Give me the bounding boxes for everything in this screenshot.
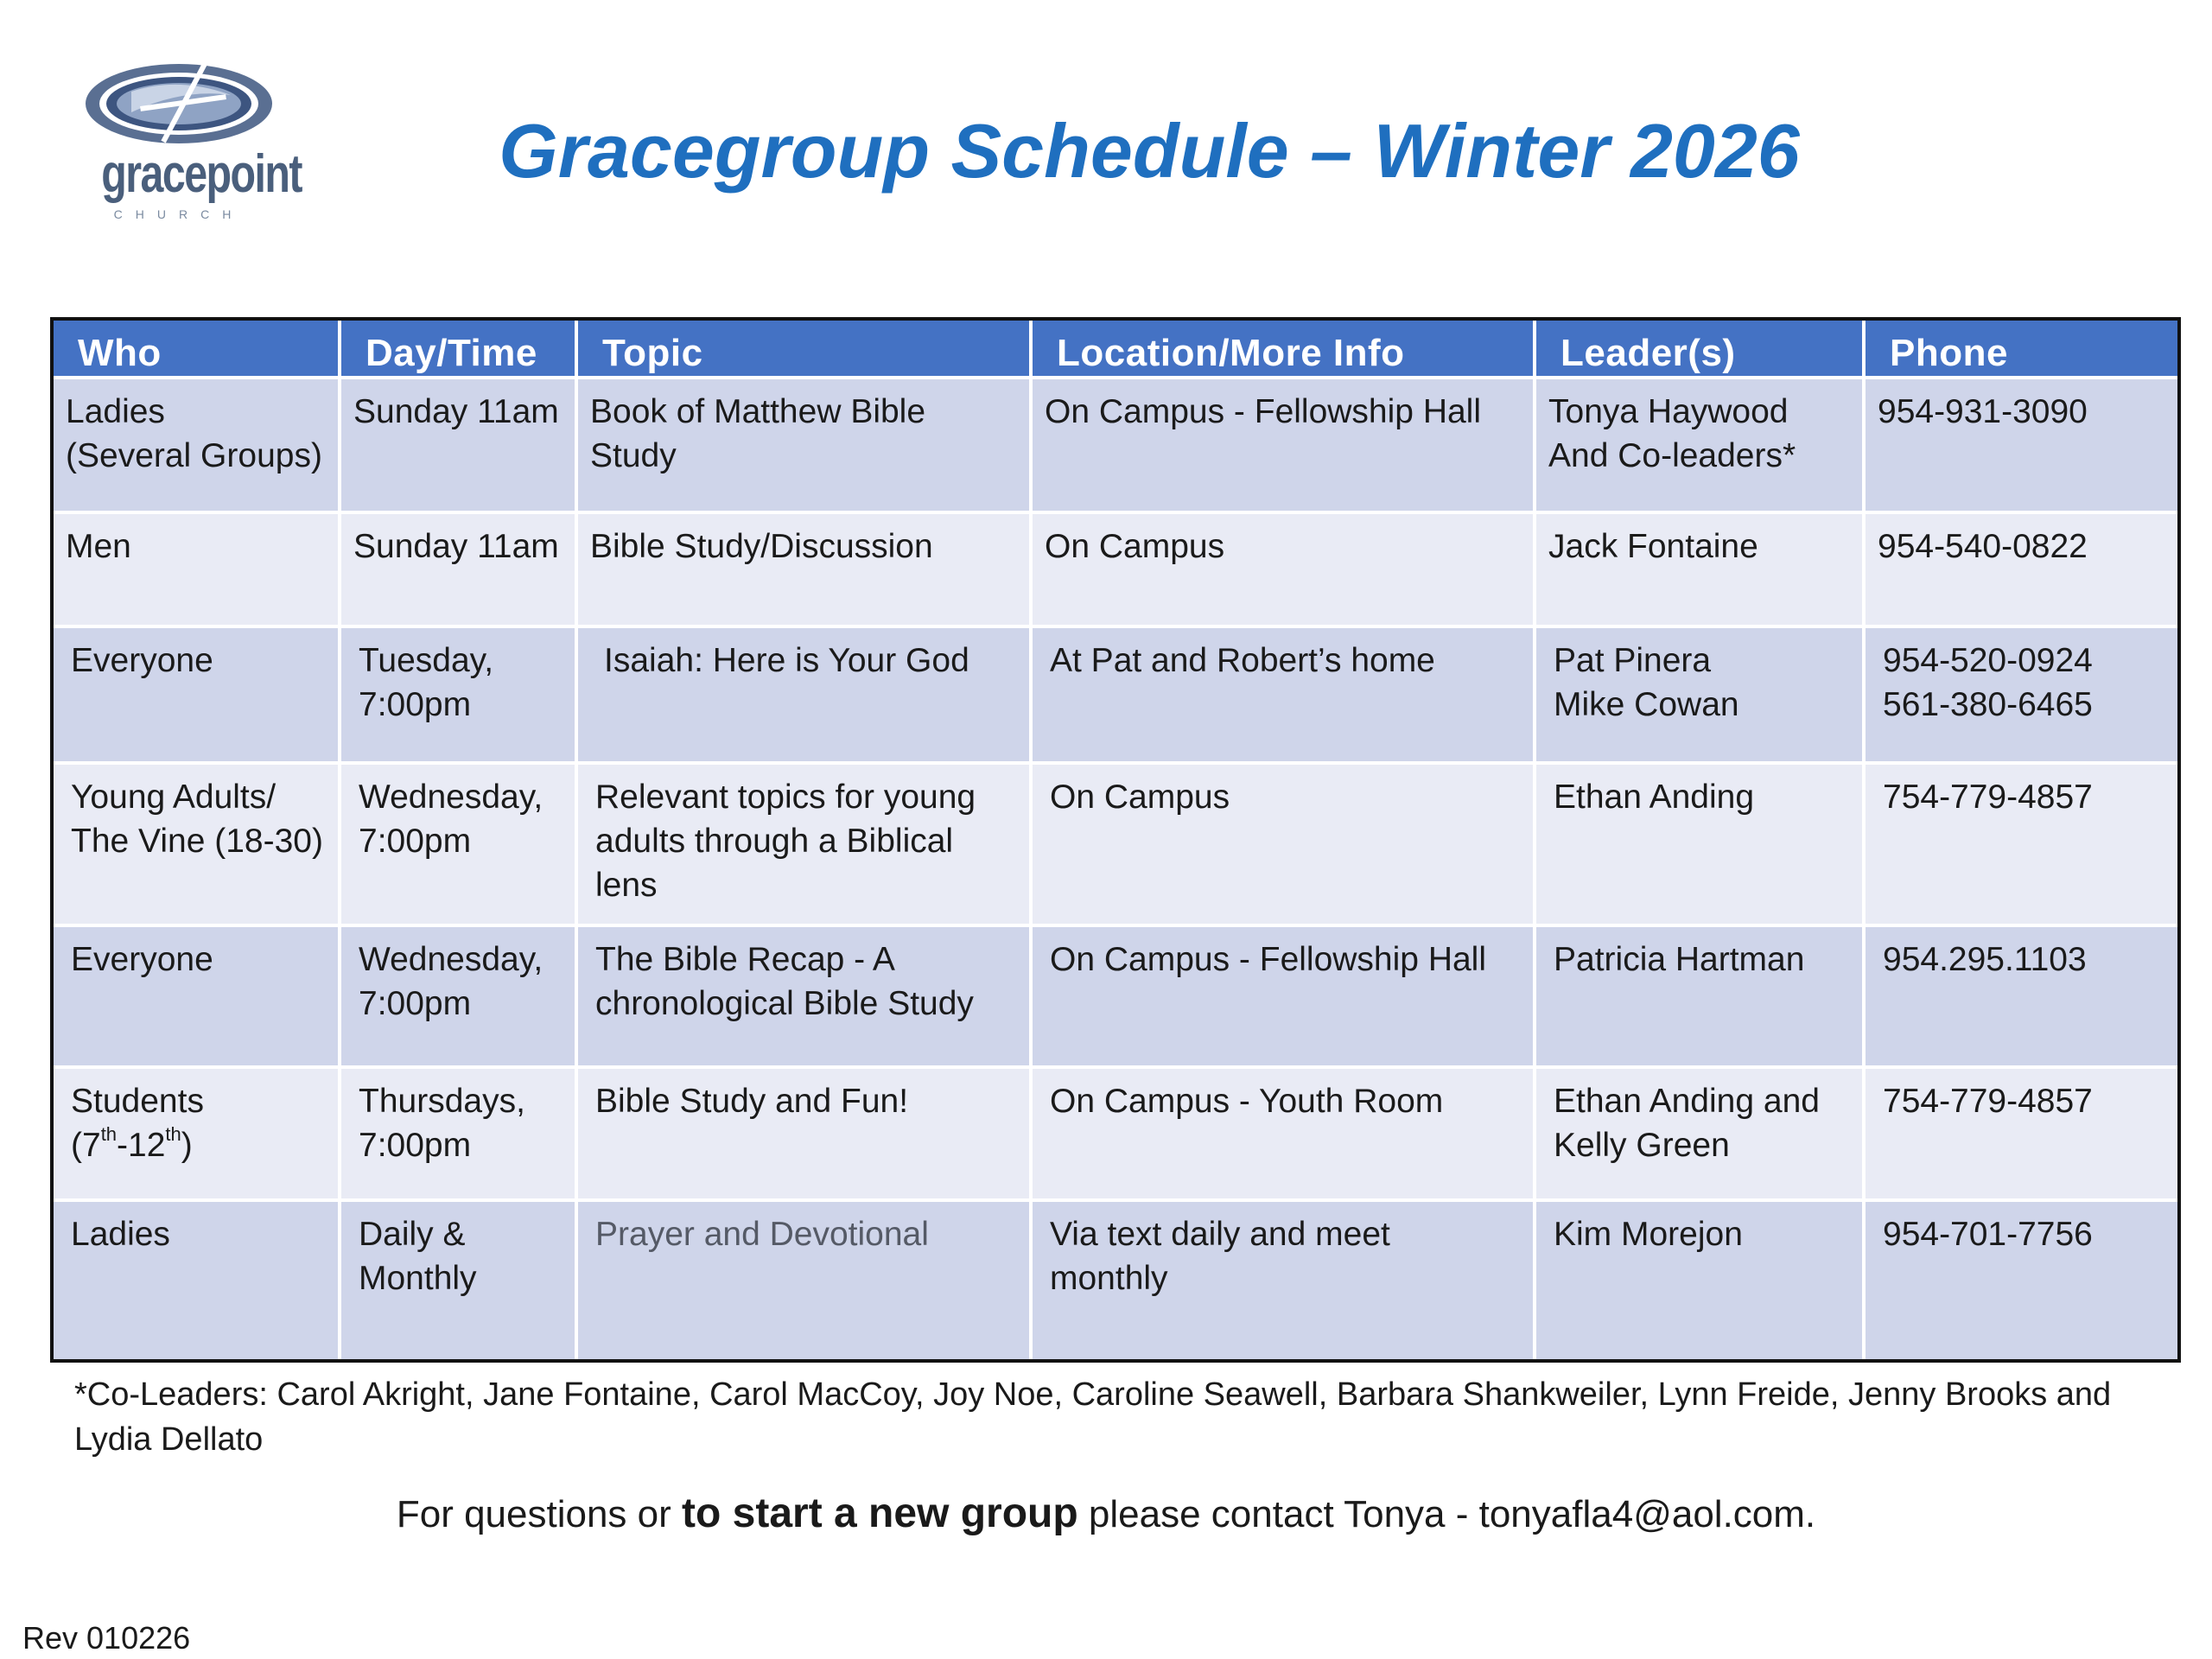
cell-phone: 754-779-4857 xyxy=(1866,765,2177,927)
cell-location: On Campus - Fellowship Hall xyxy=(1033,379,1536,514)
cell-day-time: Tuesday, 7:00pm xyxy=(341,628,578,765)
cell-who: Ladies (Several Groups) xyxy=(54,379,341,514)
cell-who: Everyone xyxy=(54,628,341,765)
table-row xyxy=(54,514,2177,628)
revision-label: Rev 010226 xyxy=(22,1620,191,1656)
cell-location: On Campus - Youth Room xyxy=(1033,1069,1536,1202)
header-day-time: Day/Time xyxy=(341,321,578,379)
cell-day-time: Daily & Monthly xyxy=(341,1202,578,1359)
logo-wordmark: gracepoint xyxy=(101,144,302,204)
logo-subtitle: CHURCH xyxy=(113,207,245,221)
contact-post: please contact Tonya - tonyafla4@aol.com. xyxy=(1077,1493,1816,1535)
cell-leaders: Tonya Haywood And Co-leaders* xyxy=(1536,379,1866,514)
cell-location: On Campus - Fellowship Hall xyxy=(1033,927,1536,1069)
header-location: Location/More Info xyxy=(1033,321,1536,379)
cell-day-time: Wednesday, 7:00pm xyxy=(341,765,578,927)
contact-emphasis: to start a new group xyxy=(682,1491,1078,1536)
cell-who: Ladies xyxy=(54,1202,341,1359)
cell-leaders: Patricia Hartman xyxy=(1536,927,1866,1069)
table-row xyxy=(54,379,2177,514)
cell-location: On Campus xyxy=(1033,514,1536,628)
cell-leaders: Kim Morejon xyxy=(1536,1202,1866,1359)
cell-topic: Book of Matthew Bible Study xyxy=(578,379,1033,514)
cell-who: Everyone xyxy=(54,927,341,1069)
cell-phone: 954-931-3090 xyxy=(1866,379,2177,514)
contact-pre: For questions or xyxy=(396,1493,682,1535)
table-row xyxy=(54,1202,2177,1359)
header-leaders: Leader(s) xyxy=(1536,321,1866,379)
cell-leaders: Ethan Anding xyxy=(1536,765,1866,927)
page-title: Gracegroup Schedule – Winter 2026 xyxy=(499,108,1800,194)
cell-day-time: Wednesday, 7:00pm xyxy=(341,927,578,1069)
schedule-table xyxy=(50,317,2181,1363)
contact-line xyxy=(0,1490,2212,1537)
cell-location: Via text daily and meet monthly xyxy=(1033,1202,1536,1359)
cell-phone: 954.295.1103 xyxy=(1866,927,2177,1069)
cell-phone: 954-520-0924 561-380-6465 xyxy=(1866,628,2177,765)
cell-phone: 754-779-4857 xyxy=(1866,1069,2177,1202)
cell-topic: Prayer and Devotional xyxy=(578,1202,1033,1359)
cell-topic: The Bible Recap - A chronological Bible Study xyxy=(578,927,1033,1069)
header-who: Who xyxy=(54,321,341,379)
grade-mid: -12 xyxy=(117,1127,166,1164)
cell-phone: 954-540-0822 xyxy=(1866,514,2177,628)
cell-location: At Pat and Robert’s home xyxy=(1033,628,1536,765)
who-line: Students xyxy=(71,1083,204,1120)
grade-pre: (7 xyxy=(71,1127,101,1164)
cell-leaders: Pat Pinera Mike Cowan xyxy=(1536,628,1866,765)
header-phone: Phone xyxy=(1866,321,2177,379)
cell-topic: Isaiah: Here is Your God xyxy=(578,628,1033,765)
cell-who: Men xyxy=(54,514,341,628)
cell-day-time: Thursdays, 7:00pm xyxy=(341,1069,578,1202)
header-topic: Topic xyxy=(578,321,1033,379)
cell-location: On Campus xyxy=(1033,765,1536,927)
grade-sup: th xyxy=(100,1123,118,1145)
gracepoint-logo xyxy=(79,50,302,223)
cell-who: Young Adults/ The Vine (18-30) xyxy=(54,765,341,927)
cell-who xyxy=(54,1069,341,1202)
grade-post: ) xyxy=(181,1127,193,1164)
table-row xyxy=(54,628,2177,765)
cell-day-time: Sunday 11am xyxy=(341,514,578,628)
table-row xyxy=(54,765,2177,927)
cell-topic: Bible Study/Discussion xyxy=(578,514,1033,628)
cell-topic: Relevant topics for young adults through a Biblical lens xyxy=(578,765,1033,927)
table-row xyxy=(54,927,2177,1069)
cell-topic: Bible Study and Fun! xyxy=(578,1069,1033,1202)
coleaders-footnote: *Co-Leaders: Carol Akright, Jane Fontaine, Carol MacCoy, Joy Noe, Caroline Seawell, Barbara Shankweiler, Lynn Freide, Jenny Brooks and Lydia Dellato xyxy=(74,1376,2112,1458)
cell-leaders: Ethan Anding and Kelly Green xyxy=(1536,1069,1866,1202)
cell-phone: 954-701-7756 xyxy=(1866,1202,2177,1359)
cell-day-time: Sunday 11am xyxy=(341,379,578,514)
table-row xyxy=(54,1069,2177,1202)
table-header-row xyxy=(54,321,2177,379)
logo-emblem-icon xyxy=(79,50,278,154)
grade-sup: th xyxy=(165,1123,181,1145)
cell-leaders: Jack Fontaine xyxy=(1536,514,1866,628)
